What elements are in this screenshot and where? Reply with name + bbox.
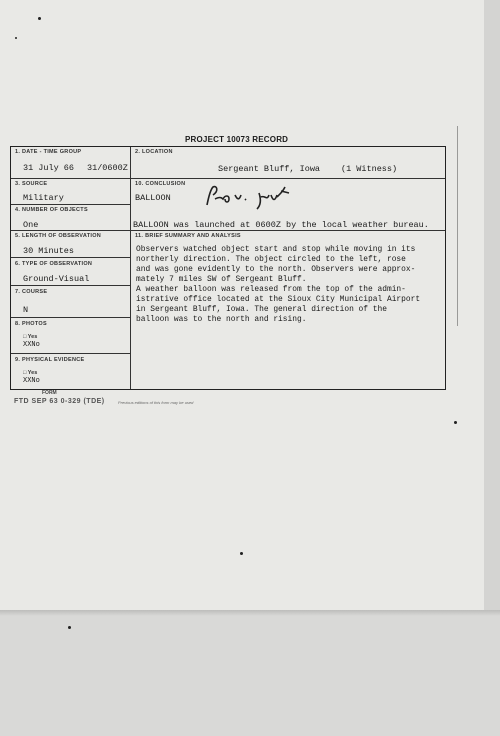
summary-line: A weather balloon was released from the top of the admin- <box>136 285 406 294</box>
photos-no-checkbox: XXNo <box>23 341 40 349</box>
row-divider <box>11 285 131 286</box>
row-divider <box>11 257 131 258</box>
speck <box>15 37 17 39</box>
location-label: 2. LOCATION <box>135 149 173 155</box>
margin-line <box>457 126 458 326</box>
summary-label: 11. BRIEF SUMMARY AND ANALYSIS <box>135 233 241 239</box>
row-divider <box>11 178 445 179</box>
handwritten-annotation <box>203 183 303 213</box>
photos-yes-label: Yes <box>27 334 38 340</box>
speck <box>68 626 71 629</box>
form-note: Previous editions of this form may be used <box>118 400 194 405</box>
type-of-observation-value: Ground-Visual <box>23 274 90 284</box>
length-of-observation-label: 5. LENGTH OF OBSERVATION <box>15 233 102 239</box>
date-time-label: 1. DATE - TIME GROUP <box>15 149 82 155</box>
conclusion-value: BALLOON <box>135 193 171 203</box>
witness-count: (1 Witness) <box>341 164 398 174</box>
page-title: PROJECT 10073 RECORD <box>185 135 289 144</box>
source-value: Military <box>23 193 64 203</box>
form-id: FTD SEP 63 0-329 (TDE) <box>14 398 105 405</box>
speck <box>454 421 457 424</box>
evidence-yes-checkbox: □ Yes <box>23 370 38 376</box>
speck <box>38 17 41 20</box>
conclusion-label: 10. CONCLUSION <box>135 181 186 187</box>
number-of-objects-label: 4. NUMBER OF OBJECTS <box>15 207 88 213</box>
date-value: 31 July 66 <box>23 163 75 173</box>
course-value: N <box>23 305 29 315</box>
evidence-yes-label: Yes <box>27 370 38 376</box>
number-of-objects-value: One <box>23 220 39 230</box>
summary-text <box>136 245 436 325</box>
page-edge <box>484 0 500 612</box>
physical-evidence-label: 9. PHYSICAL EVIDENCE <box>15 357 85 363</box>
evidence-no-checkbox: XXNo <box>23 377 40 385</box>
photos-label: 8. PHOTOS <box>15 321 47 327</box>
form-word: FORM <box>42 390 57 396</box>
speck <box>240 552 243 555</box>
row-divider <box>11 353 131 354</box>
summary-line: and was gone evidently to the north. Observers were approx- <box>136 265 416 274</box>
location-value: Sergeant Bluff, Iowa <box>218 164 321 174</box>
type-of-observation-label: 6. TYPE OF OBSERVATION <box>15 261 93 267</box>
row-divider <box>11 230 445 231</box>
conclusion-note: BALLOON was launched at 0600Z by the local weather bureau. <box>133 220 429 230</box>
course-label: 7. COURSE <box>15 289 48 295</box>
summary-line: istrative office located at the Sioux City Municipal Airport <box>136 295 421 304</box>
source-label: 3. SOURCE <box>15 181 48 187</box>
summary-line: mately 7 miles SW of Sergeant Bluff. <box>136 275 307 284</box>
page-bottom-edge <box>0 610 500 616</box>
summary-line: northerly direction. The object circled to the left, rose <box>136 255 406 264</box>
record-form <box>10 146 446 390</box>
row-divider <box>11 317 131 318</box>
summary-line: Observers watched object start and stop while moving in its <box>136 245 416 254</box>
length-of-observation-value: 30 Minutes <box>23 246 75 256</box>
summary-line: balloon was to the north and rising. <box>136 315 307 324</box>
photos-yes-checkbox: □ Yes <box>23 334 38 340</box>
row-divider <box>11 204 131 205</box>
summary-line: in Sergeant Bluff, Iowa. The general direction of the <box>136 305 387 314</box>
time-value: 31/0600Z <box>87 163 128 173</box>
